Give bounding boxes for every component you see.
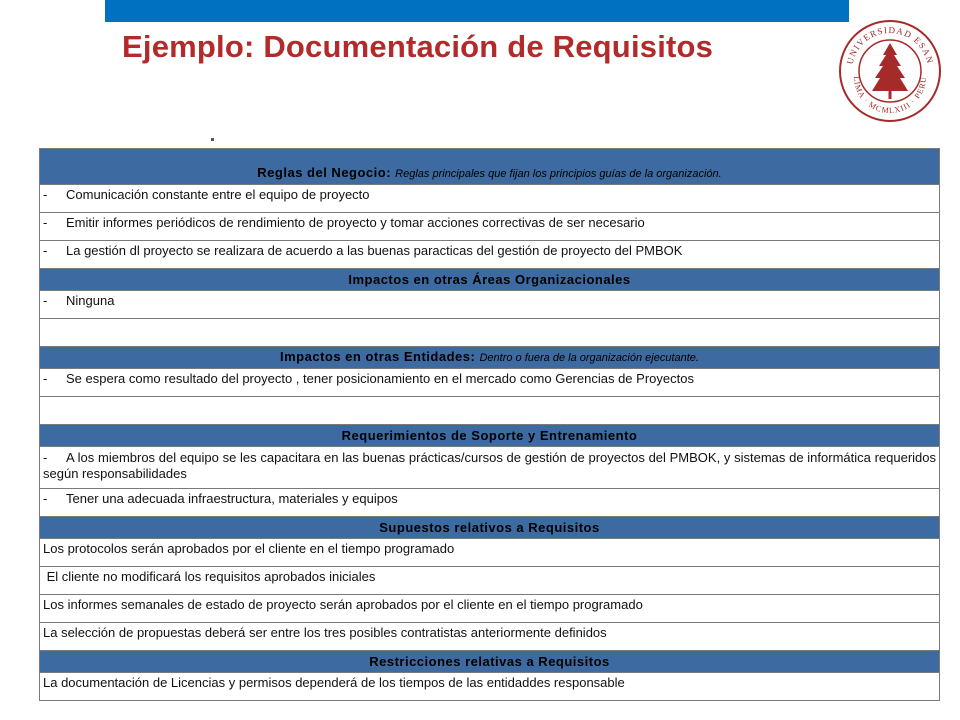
table-row	[40, 489, 940, 517]
header-title: Impactos en otras Áreas Organizacionales	[348, 272, 631, 287]
table-row	[40, 673, 940, 701]
bullet-dash: -	[43, 293, 48, 308]
section-header-impactos-areas	[40, 269, 940, 291]
row-text: Los protocolos serán aprobados por el cliente en el tiempo programado	[43, 541, 455, 556]
header-title: Impactos en otras Entidades:	[280, 349, 476, 364]
section-header-reglas	[40, 149, 940, 185]
row-text: Se espera como resultado del proyecto , tener posicionamiento en el mercado como Gerencias de Proyectos	[66, 371, 694, 386]
table-row	[40, 595, 940, 623]
table-row	[40, 623, 940, 651]
row-text: Tener una adecuada infraestructura, materiales y equipos	[66, 491, 398, 506]
row-text: Comunicación constante entre el equipo de proyecto	[66, 187, 370, 202]
bullet-dash: -	[43, 491, 48, 506]
table-row	[40, 447, 940, 489]
slide-title: Ejemplo: Documentación de Requisitos	[122, 29, 714, 64]
header-title: Reglas del Negocio:	[257, 165, 392, 180]
header-title: Supuestos relativos a Requisitos	[379, 520, 600, 535]
table-row	[40, 369, 940, 397]
row-text: Ninguna	[66, 293, 115, 308]
row-text: Los informes semanales de estado de proyecto serán aprobados por el cliente en el tiempo programado	[43, 597, 643, 612]
table-row-empty	[40, 397, 940, 425]
header-title: Restricciones relativas a Requisitos	[369, 654, 610, 669]
header-subtitle: Reglas principales que fijan los principios guías de la organización.	[395, 168, 722, 180]
row-text: La gestión dl proyecto se realizara de acuerdo a las buenas paracticas del gestión de proyecto del PMBOK	[66, 243, 683, 258]
svg-text:LIMA · MCMLXIII · PERU: LIMA · MCMLXIII · PERU	[851, 75, 929, 116]
row-text: El cliente no modificará los requisitos aprobados iniciales	[43, 569, 376, 584]
row-text: A los miembros del equipo se les capacitara en las buenas prácticas/cursos de gestión de proyectos del PMBOK, y sistemas de informática requeridos según responsabilidades	[43, 450, 936, 481]
stray-dot	[211, 138, 214, 141]
bullet-dash: -	[43, 215, 48, 230]
header-subtitle: Dentro o fuera de la organización ejecutante.	[479, 352, 699, 364]
section-header-supuestos	[40, 517, 940, 539]
bullet-dash: -	[43, 187, 48, 202]
requirements-table	[39, 148, 940, 701]
row-text: La selección de propuestas deberá ser entre los tres posibles contratistas anteriormente definidos	[43, 625, 607, 640]
top-accent-bar	[105, 0, 849, 22]
table-row	[40, 567, 940, 595]
table-row	[40, 213, 940, 241]
bullet-dash: -	[43, 450, 48, 465]
table-row	[40, 241, 940, 269]
section-header-restricciones	[40, 651, 940, 673]
pine-tree-icon	[872, 43, 908, 99]
row-text: La documentación de Licencias y permisos dependerá de los tiempos de las entidaddes responsable	[43, 675, 625, 690]
row-text: Emitir informes periódicos de rendimiento de proyecto y tomar acciones correctivas de ser necesario	[66, 215, 645, 230]
table-row	[40, 539, 940, 567]
table-row-empty	[40, 319, 940, 347]
bullet-dash: -	[43, 371, 48, 386]
section-header-impactos-entidades	[40, 347, 940, 369]
svg-text:UNIVERSIDAD ESAN: UNIVERSIDAD ESAN	[844, 24, 936, 66]
section-header-soporte	[40, 425, 940, 447]
university-seal-logo	[838, 19, 942, 123]
header-title: Requerimientos de Soporte y Entrenamiento	[341, 428, 638, 443]
table-row	[40, 185, 940, 213]
table-row	[40, 291, 940, 319]
bullet-dash: -	[43, 243, 48, 258]
